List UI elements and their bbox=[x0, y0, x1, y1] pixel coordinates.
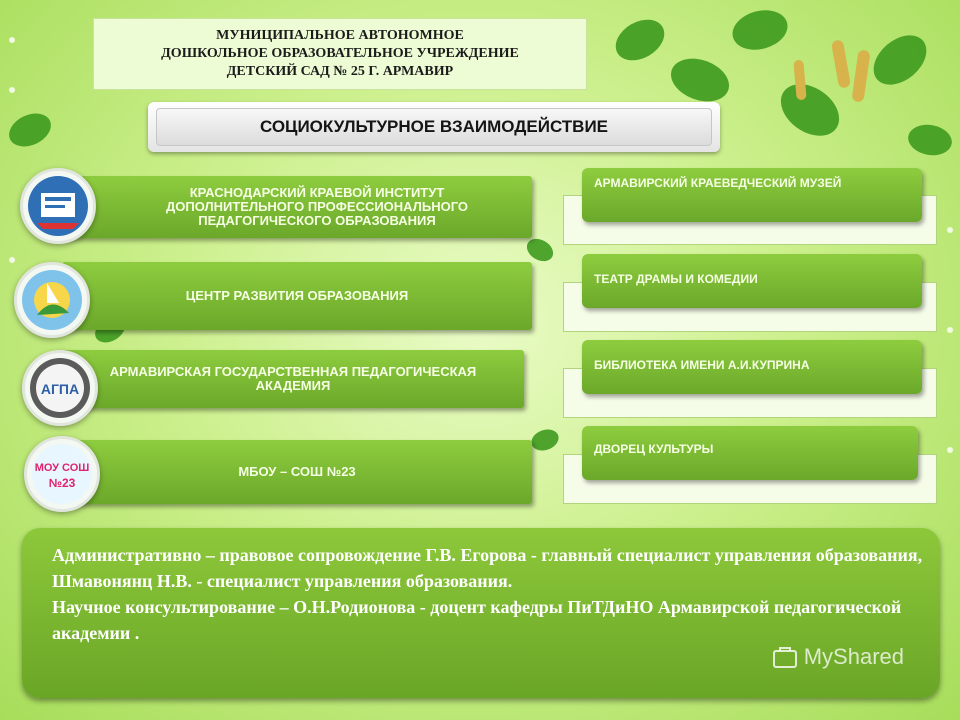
partner-item-library[interactable] bbox=[582, 340, 922, 394]
partner-item-palace-of-culture[interactable] bbox=[582, 426, 918, 480]
partner-item-academy[interactable] bbox=[62, 350, 524, 408]
partner-label: АРМАВИРСКАЯ ГОСУДАРСТВЕННАЯ ПЕДАГОГИЧЕСКАЯ АКАДЕМИЯ bbox=[109, 364, 477, 393]
partner-label: КРАСНОДАРСКИЙ КРАЕВОЙ ИНСТИТУТ ДОПОЛНИТЕЛЬНОГО ПРОФЕССИОНАЛЬНОГО ПЕДАГОГИЧЕСКОГО ОБРАЗОВАНИЯ bbox=[165, 185, 469, 228]
legal-support-paragraph: Административно – правовое сопровождение Г.В. Егорова - главный специалист управления образования, Шмавонянц Н.В. - специалист управления образования. bbox=[52, 545, 923, 591]
partner-item-theatre[interactable] bbox=[582, 254, 922, 308]
header-line-1: МУНИЦИПАЛЬНОЕ АВТОНОМНОЕ bbox=[216, 28, 464, 43]
academy-logo-text: АГПА bbox=[40, 381, 80, 397]
header-line-3: ДЕТСКИЙ САД № 25 Г. АРМАВИР bbox=[226, 64, 454, 79]
partner-label: ЦЕНТР РАЗВИТИЯ ОБРАЗОВАНИЯ bbox=[185, 288, 409, 303]
support-info-text bbox=[52, 542, 932, 646]
watermark-text: MyShared bbox=[803, 644, 904, 669]
header-line-2: ДОШКОЛЬНОЕ ОБРАЗОВАТЕЛЬНОЕ УЧРЕЖДЕНИЕ bbox=[161, 46, 519, 61]
partner-item-institute[interactable] bbox=[62, 176, 532, 238]
partner-item-development-center[interactable] bbox=[62, 262, 532, 330]
institution-header bbox=[93, 18, 587, 90]
scientific-consulting-paragraph: Научное консультирование – О.Н.Родионова - доцент кафедры ПиТДиНО Армавирской педагогической академии . bbox=[52, 597, 902, 643]
title-frame bbox=[148, 102, 720, 152]
partner-item-museum[interactable] bbox=[582, 168, 922, 222]
partner-label: ДВОРЕЦ КУЛЬТУРЫ bbox=[594, 442, 714, 456]
svg-text:№23: №23 bbox=[48, 476, 76, 490]
academy-logo bbox=[22, 350, 98, 426]
partner-label: БИБЛИОТЕКА ИМЕНИ А.И.КУПРИНА bbox=[594, 358, 810, 372]
watermark-icon bbox=[772, 645, 798, 669]
svg-text:МОУ СОШ: МОУ СОШ bbox=[34, 462, 90, 474]
watermark bbox=[772, 644, 904, 670]
institute-logo bbox=[20, 168, 96, 244]
school-logo bbox=[24, 436, 100, 512]
partner-item-school[interactable] bbox=[62, 440, 532, 504]
partner-label: МБОУ – СОШ №23 bbox=[238, 464, 356, 479]
page-title: СОЦИОКУЛЬТУРНОЕ ВЗАИМОДЕЙСТВИЕ bbox=[156, 108, 712, 146]
support-info-box bbox=[22, 528, 940, 698]
partner-label: ТЕАТР ДРАМЫ И КОМЕДИИ bbox=[594, 272, 758, 286]
partner-label: АРМАВИРСКИЙ КРАЕВЕДЧЕСКИЙ МУЗЕЙ bbox=[594, 176, 842, 190]
development-center-logo bbox=[14, 262, 90, 338]
